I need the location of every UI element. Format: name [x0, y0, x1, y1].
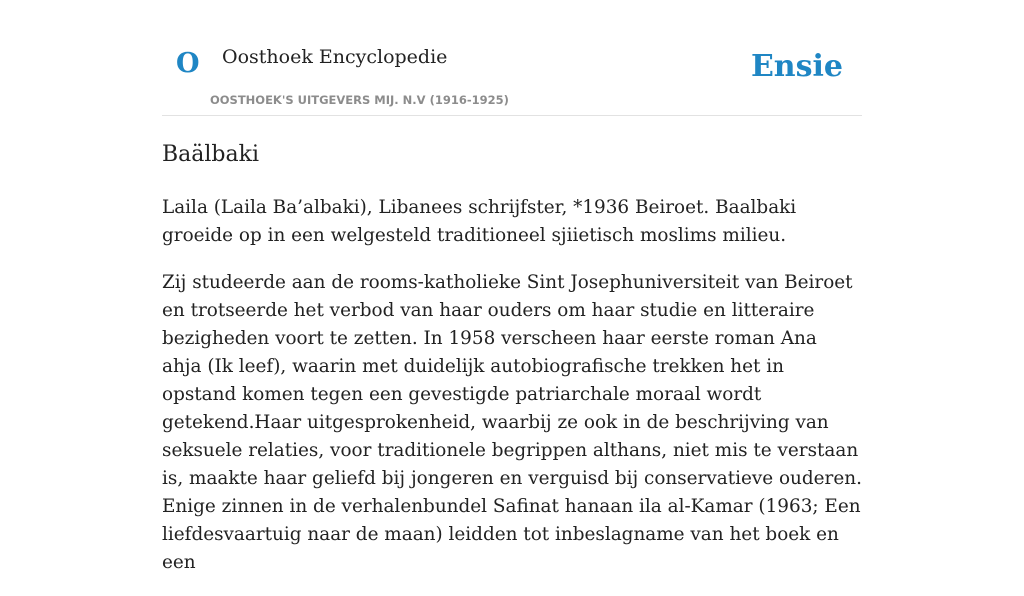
entry-title: Baälbaki: [162, 142, 260, 167]
article-content: [162, 140, 862, 596]
site-header: [162, 0, 862, 116]
entry-paragraph: Zij studeerde aan de rooms-katholieke Sint Josephuniversiteit van Beiroet en trotseerde het verbod van haar ouders om haar studie en litteraire bezigheden voort te zetten. In 1958 verscheen haar eerste roman Ana ahja (Ik leef), waarin met duidelijk autobiografische trekken het in opstand komen tegen een gevestigde patriarchale moraal wordt getekend.Haar uitgesprokenheid, waarbij ze ook in de beschrijving van seksuele relaties, voor traditionele begrippen althans, niet mis te verstaan is, maakte haar geliefd bij jongeren en verguisd bij conservatieve ouderen. Enige zinnen in de verhalenbundel Safinat hanaan ila al-Kamar (1963; Een liefdesvaartuig naar de maan) leidden tot inbeslagname van het boek en een: [162, 272, 862, 573]
entry-paragraph: Laila (Laila Ba’albaki), Libanees schrijfster, *1936 Beiroet. Baalbaki groeide op in een welgesteld traditioneel sjiietisch moslims milieu.: [162, 197, 797, 246]
publisher-label: OOSTHOEK'S UITGEVERS MIJ. N.V (1916-1925): [210, 93, 509, 107]
site-logo[interactable]: O: [176, 48, 200, 79]
site-title[interactable]: Oosthoek Encyclopedie: [222, 46, 448, 68]
ensie-brand-link[interactable]: Ensie: [750, 49, 843, 84]
